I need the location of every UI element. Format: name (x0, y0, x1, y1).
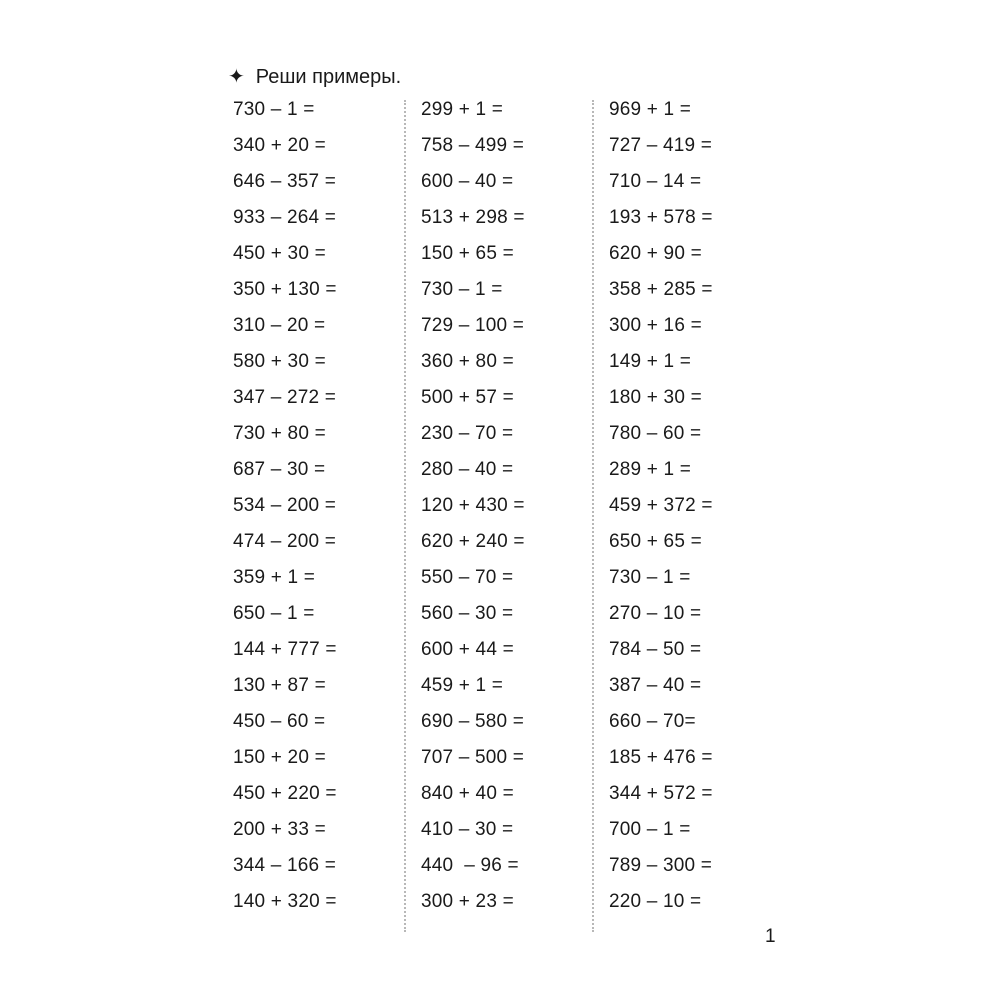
math-problem: 350 + 130 = (233, 279, 337, 300)
math-problem: 459 + 1 = (421, 675, 504, 696)
math-problem: 730 – 1 = (233, 99, 315, 120)
column-divider-1 (404, 100, 406, 932)
math-problem: 358 + 285 = (609, 279, 713, 300)
math-problem: 185 + 476 = (609, 747, 713, 768)
math-problem: 646 – 357 = (233, 171, 337, 192)
math-problem: 727 – 419 = (609, 135, 713, 156)
math-problem: 220 – 10 = (609, 891, 702, 912)
math-problem: 560 – 30 = (421, 603, 514, 624)
math-problem: 410 – 30 = (421, 819, 514, 840)
math-problem: 440 – 96 = (421, 855, 519, 876)
math-problem: 130 + 87 = (233, 675, 326, 696)
math-problem: 280 – 40 = (421, 459, 514, 480)
math-problem: 687 – 30 = (233, 459, 326, 480)
instruction-text: Реши примеры. (255, 65, 402, 88)
math-problem: 450 + 220 = (233, 783, 337, 804)
math-problem: 580 + 30 = (233, 351, 326, 372)
problems-column-3 (609, 92, 713, 920)
math-problem: 200 + 33 = (233, 819, 326, 840)
math-problem: 534 – 200 = (233, 495, 337, 516)
math-problem: 150 + 65 = (421, 243, 514, 264)
math-problem: 300 + 23 = (421, 891, 514, 912)
math-problem: 360 + 80 = (421, 351, 514, 372)
math-problem: 650 + 65 = (609, 531, 702, 552)
math-problem: 710 – 14 = (609, 171, 702, 192)
math-problem: 344 – 166 = (233, 855, 337, 876)
four-pointed-star-icon: ✦ (228, 66, 245, 88)
math-problem: 840 + 40 = (421, 783, 514, 804)
math-problem: 700 – 1 = (609, 819, 691, 840)
math-problem: 300 + 16 = (609, 315, 702, 336)
math-problem: 180 + 30 = (609, 387, 702, 408)
math-problem: 340 + 20 = (233, 135, 326, 156)
problems-column-1 (233, 92, 337, 920)
math-problem: 620 + 240 = (421, 531, 525, 552)
page-number: 1 (765, 926, 776, 947)
instruction-header (228, 62, 401, 92)
math-problem: 650 – 1 = (233, 603, 315, 624)
math-problem: 289 + 1 = (609, 459, 692, 480)
math-problem: 120 + 430 = (421, 495, 525, 516)
math-problem: 310 – 20 = (233, 315, 326, 336)
math-problem: 730 + 80 = (233, 423, 326, 444)
math-problem: 730 – 1 = (421, 279, 503, 300)
math-problem: 780 – 60 = (609, 423, 702, 444)
column-divider-2 (592, 100, 594, 932)
math-problem: 789 – 300 = (609, 855, 713, 876)
math-problem: 387 – 40 = (609, 675, 702, 696)
math-problem: 150 + 20 = (233, 747, 326, 768)
math-problem: 344 + 572 = (609, 783, 713, 804)
math-problem: 784 – 50 = (609, 639, 702, 660)
math-problem: 707 – 500 = (421, 747, 525, 768)
math-problem: 513 + 298 = (421, 207, 525, 228)
math-problem: 550 – 70 = (421, 567, 514, 588)
math-problem: 193 + 578 = (609, 207, 713, 228)
math-problem: 660 – 70= (609, 711, 696, 732)
math-problem: 933 – 264 = (233, 207, 337, 228)
math-problem: 347 – 272 = (233, 387, 337, 408)
math-problem: 450 + 30 = (233, 243, 326, 264)
math-problem: 459 + 372 = (609, 495, 713, 516)
math-problem: 270 – 10 = (609, 603, 702, 624)
math-problem: 450 – 60 = (233, 711, 326, 732)
math-problem: 620 + 90 = (609, 243, 702, 264)
math-problem: 140 + 320 = (233, 891, 337, 912)
math-problem: 730 – 1 = (609, 567, 691, 588)
problems-column-2 (421, 92, 525, 920)
math-problem: 758 – 499 = (421, 135, 525, 156)
math-problem: 969 + 1 = (609, 99, 692, 120)
math-problem: 600 + 44 = (421, 639, 514, 660)
math-problem: 474 – 200 = (233, 531, 337, 552)
math-problem: 299 + 1 = (421, 99, 504, 120)
math-problem: 359 + 1 = (233, 567, 316, 588)
math-problem: 690 – 580 = (421, 711, 525, 732)
math-problem: 230 – 70 = (421, 423, 514, 444)
math-problem: 149 + 1 = (609, 351, 692, 372)
math-problem: 729 – 100 = (421, 315, 525, 336)
math-problem: 144 + 777 = (233, 639, 337, 660)
math-problem: 600 – 40 = (421, 171, 514, 192)
math-problem: 500 + 57 = (421, 387, 514, 408)
